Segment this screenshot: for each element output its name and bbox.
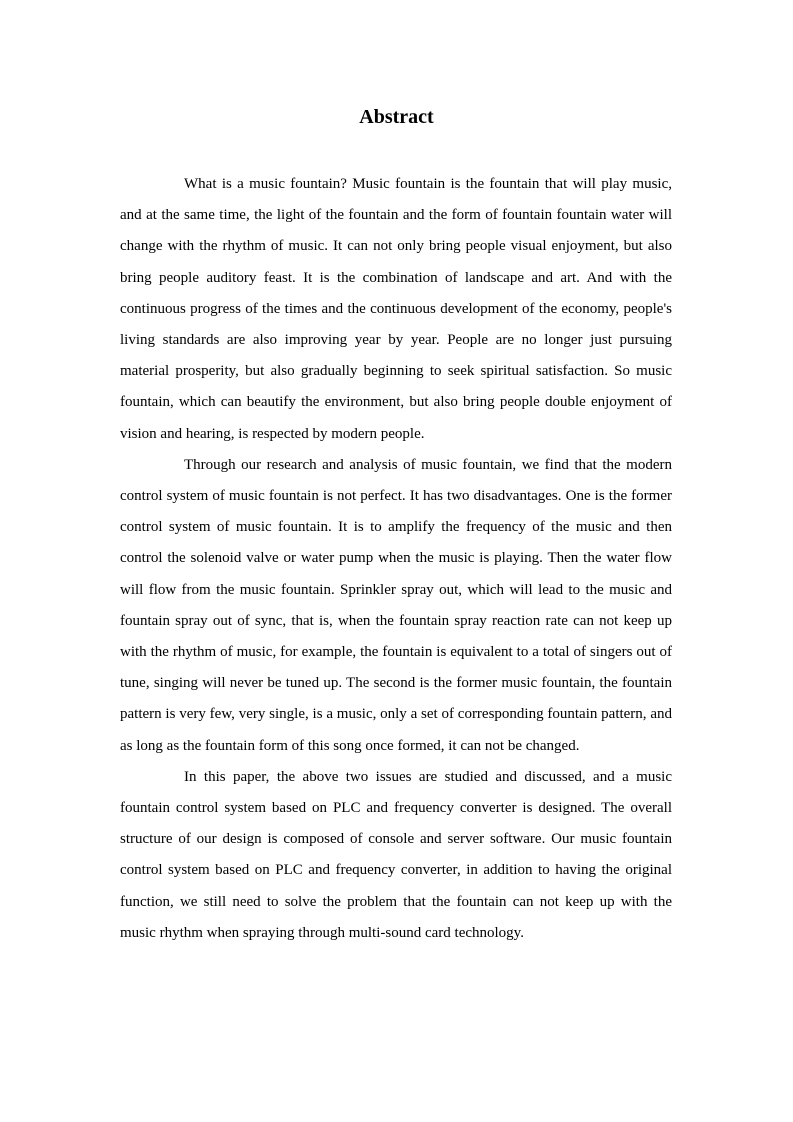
paragraph-3: In this paper, the above two issues are studied and discussed, and a music fountain control system based on PLC and frequency converter is designed. The overall structure of our design is composed of console and server software. Our music fountain control system based on PLC and frequency converter, in addition to having the original function, we still need to solve the problem that the fountain can not keep up with the music rhythm when spraying through multi-sound card technology. [120, 768, 672, 941]
abstract-body [120, 169, 672, 949]
paragraph-1: What is a music fountain? Music fountain is the fountain that will play music, and at the same time, the light of the fountain and the form of fountain fountain water will change with the rhythm of music. It can not only bring people visual enjoyment, but also bring people auditory feast. It is the combination of landscape and art. And with the continuous progress of the times and the continuous development of the economy, people's living standards are also improving year by year. People are no longer just pursuing material prosperity, but also gradually beginning to seek spiritual satisfaction. So music fountain, which can beautify the environment, but also bring people double enjoyment of vision and hearing, is respected by modern people. [120, 176, 672, 442]
paragraph-2: Through our research and analysis of music fountain, we find that the modern control system of music fountain is not perfect. It has two disadvantages. One is the former control system of music fountain. It is to amplify the frequency of the music and then control the solenoid valve or water pump when the music is playing. Then the water flow will flow from the music fountain. Sprinkler spray out, which will lead to the music and fountain spray out of sync, that is, when the fountain spray reaction rate can not keep up with the rhythm of music, for example, the fountain is equivalent to a total of singers out of tune, singing will never be tuned up. The second is the former music fountain, the fountain pattern is very few, very single, is a music, only a set of corresponding fountain pattern, and as long as the fountain form of this song once formed, it can not be changed. [120, 456, 672, 754]
page-title: Abstract [359, 106, 434, 128]
